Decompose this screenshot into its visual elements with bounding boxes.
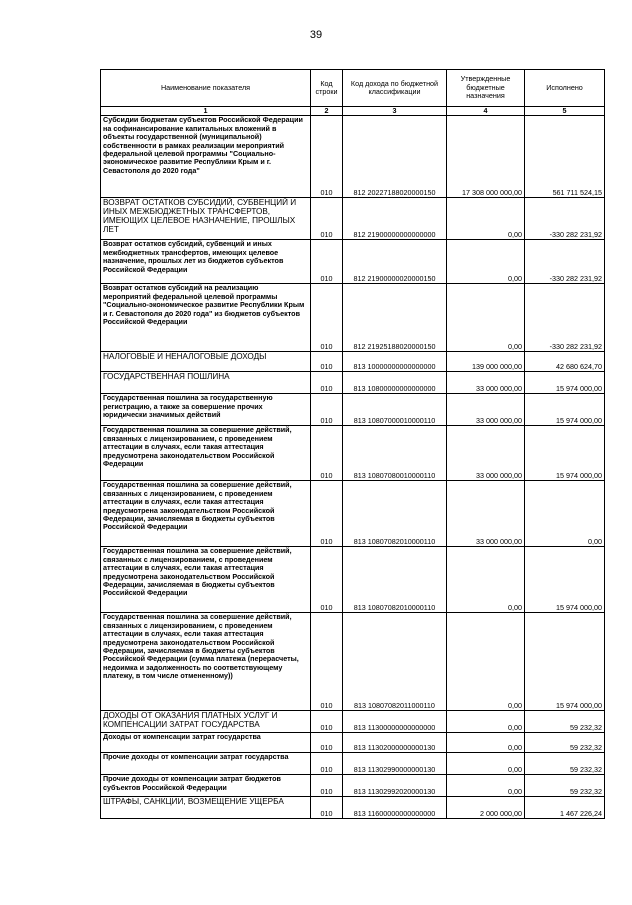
executed-value: 42 680 624,70 [525,352,605,372]
table-row [101,426,605,481]
indicator-name: Государственная пошлина за совершение действий, связанных с лицензированием, с проведением аттестации в случаях, если такая аттестация предусмотрена законодательством Российской Федерации [101,426,311,481]
table-row [101,733,605,753]
table-row [101,711,605,733]
indicator-name: ГОСУДАРСТВЕННАЯ ПОШЛИНА [101,372,311,394]
table-row [101,198,605,240]
income-code: 813 11302000000000130 [343,733,447,753]
table-row [101,372,605,394]
income-code: 812 21900000000000000 [343,198,447,240]
approved-value: 0,00 [447,198,525,240]
approved-value: 0,00 [447,753,525,775]
approved-value: 33 000 000,00 [447,426,525,481]
income-code: 813 11600000000000000 [343,797,447,819]
income-report-table [100,69,605,819]
indicator-name: Государственная пошлина за совершение действий, связанных с лицензированием, с проведением аттестации в случаях, если такая аттестация предусмотрена законодательством Российской Федерации, зачисляемая в бюджеты субъектов Российской Федерации (сумма платежа (перерасчеты, недоимка и задолженность по соответствующему платежу, в том числе отмененному)) [101,613,311,711]
approved-value: 139 000 000,00 [447,352,525,372]
line-code: 010 [311,426,343,481]
line-code: 010 [311,711,343,733]
executed-value: 15 974 000,00 [525,613,605,711]
indicator-name: Субсидии бюджетам субъектов Российской Федерации на софинансирование капитальных вложений в объекты государственной (муниципальной) собственности в рамках реализации мероприятий федеральной целевой программы "Социально-экономическое развитие Республики Крым и г. Севастополя до 2020 года" [101,116,311,198]
line-code: 010 [311,394,343,426]
table-row [101,116,605,198]
line-code: 010 [311,733,343,753]
line-code: 010 [311,775,343,797]
table-row [101,775,605,797]
income-code: 812 21925188020000150 [343,284,447,352]
table-row [101,284,605,352]
header-line-code: Код строки [311,70,343,107]
executed-value: -330 282 231,92 [525,284,605,352]
table-row [101,797,605,819]
indicator-name: Возврат остатков субсидий на реализацию мероприятий федеральной целевой программы "Социально-экономическое развитие Республики Крым и г. Севастополя до 2020 года" из бюджетов субъектов Российской Федерации [101,284,311,352]
approved-value: 0,00 [447,775,525,797]
column-number: 1 [101,107,311,116]
income-code: 813 10807082010000110 [343,481,447,547]
income-code: 813 10807000010000110 [343,394,447,426]
income-code: 813 11302992020000130 [343,775,447,797]
line-code: 010 [311,352,343,372]
indicator-name: НАЛОГОВЫЕ И НЕНАЛОГОВЫЕ ДОХОДЫ [101,352,311,372]
header-approved: Утвержденные бюджетные назначения [447,70,525,107]
approved-value: 0,00 [447,733,525,753]
approved-value: 0,00 [447,547,525,613]
indicator-name: Государственная пошлина за совершение действий, связанных с лицензированием, с проведением аттестации в случаях, если такая аттестация предусмотрена законодательством Российской Федерации, зачисляемая в бюджеты субъектов Российской Федерации [101,481,311,547]
line-code: 010 [311,240,343,284]
header-executed: Исполнено [525,70,605,107]
column-number-row [101,107,605,116]
approved-value: 17 308 000 000,00 [447,116,525,198]
indicator-name: Прочие доходы от компенсации затрат государства [101,753,311,775]
approved-value: 0,00 [447,613,525,711]
indicator-name: Возврат остатков субсидий, субвенций и иных межбюджетных трансфертов, имеющих целевое назначение, прошлых лет из бюджетов субъектов Российской Федерации [101,240,311,284]
line-code: 010 [311,797,343,819]
approved-value: 0,00 [447,284,525,352]
income-code: 812 20227188020000150 [343,116,447,198]
income-code: 813 11302990000000130 [343,753,447,775]
executed-value: 59 232,32 [525,775,605,797]
column-number: 2 [311,107,343,116]
table-row [101,613,605,711]
executed-value: -330 282 231,92 [525,198,605,240]
executed-value: 59 232,32 [525,733,605,753]
executed-value: 15 974 000,00 [525,547,605,613]
table-row [101,547,605,613]
executed-value: 15 974 000,00 [525,426,605,481]
approved-value: 33 000 000,00 [447,481,525,547]
table-row [101,481,605,547]
income-code: 813 10807082010000110 [343,547,447,613]
executed-value: 59 232,32 [525,753,605,775]
table-row [101,352,605,372]
executed-value: 15 974 000,00 [525,372,605,394]
column-number: 5 [525,107,605,116]
indicator-name: Прочие доходы от компенсации затрат бюджетов субъектов Российской Федерации [101,775,311,797]
indicator-name: Государственная пошлина за совершение действий, связанных с лицензированием, с проведением аттестации в случаях, если такая аттестация предусмотрена законодательством Российской Федерации, зачисляемая в бюджеты субъектов Российской Федерации [101,547,311,613]
line-code: 010 [311,372,343,394]
indicator-name: Государственная пошлина за государственную регистрацию, а также за совершение прочих юридически значимых действий [101,394,311,426]
income-code: 813 10000000000000000 [343,352,447,372]
executed-value: 59 232,32 [525,711,605,733]
line-code: 010 [311,547,343,613]
executed-value: -330 282 231,92 [525,240,605,284]
executed-value: 1 467 226,24 [525,797,605,819]
table-header-row [101,70,605,107]
line-code: 010 [311,753,343,775]
line-code: 010 [311,116,343,198]
income-code: 813 10807082011000110 [343,613,447,711]
executed-value: 561 711 524,15 [525,116,605,198]
page-number: 39 [309,29,323,41]
line-code: 010 [311,613,343,711]
header-income-code: Код дохода по бюджетной классификации [343,70,447,107]
column-number: 4 [447,107,525,116]
indicator-name: ШТРАФЫ, САНКЦИИ, ВОЗМЕЩЕНИЕ УЩЕРБА [101,797,311,819]
approved-value: 0,00 [447,240,525,284]
approved-value: 0,00 [447,711,525,733]
approved-value: 33 000 000,00 [447,394,525,426]
line-code: 010 [311,481,343,547]
income-code: 813 10800000000000000 [343,372,447,394]
approved-value: 33 000 000,00 [447,372,525,394]
table-row [101,394,605,426]
income-code: 812 21900000020000150 [343,240,447,284]
indicator-name: Доходы от компенсации затрат государства [101,733,311,753]
line-code: 010 [311,284,343,352]
executed-value: 0,00 [525,481,605,547]
income-code: 813 11300000000000000 [343,711,447,733]
column-number: 3 [343,107,447,116]
table-row [101,240,605,284]
income-code: 813 10807080010000110 [343,426,447,481]
line-code: 010 [311,198,343,240]
executed-value: 15 974 000,00 [525,394,605,426]
approved-value: 2 000 000,00 [447,797,525,819]
indicator-name: ВОЗВРАТ ОСТАТКОВ СУБСИДИЙ, СУБВЕНЦИЙ И ИНЫХ МЕЖБЮДЖЕТНЫХ ТРАНСФЕРТОВ, ИМЕЮЩИХ ЦЕЛЕВОЕ НАЗНАЧЕНИЕ, ПРОШЛЫХ ЛЕТ [101,198,311,240]
header-indicator-name: Наименование показателя [101,70,311,107]
indicator-name: ДОХОДЫ ОТ ОКАЗАНИЯ ПЛАТНЫХ УСЛУГ И КОМПЕНСАЦИИ ЗАТРАТ ГОСУДАРСТВА [101,711,311,733]
table-row [101,753,605,775]
